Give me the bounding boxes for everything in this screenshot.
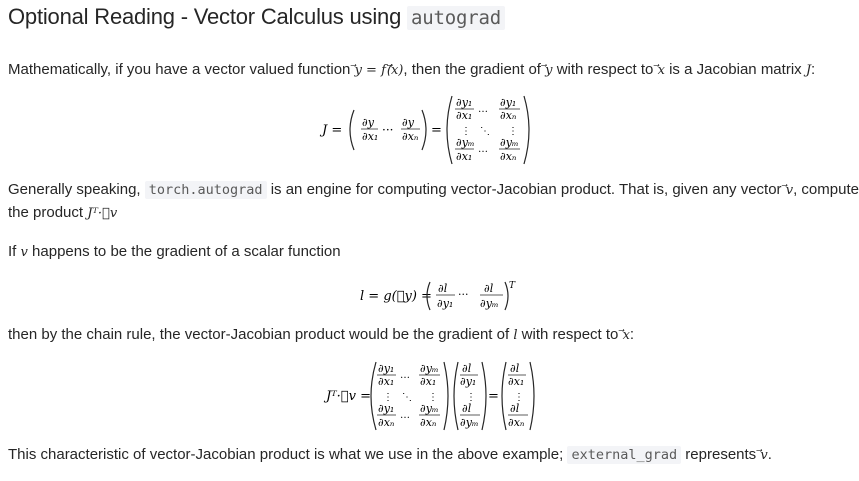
text-span: Generally speaking, [8, 181, 141, 198]
frac-num: ∂l [462, 402, 472, 415]
text-span: , then the gradient of [403, 61, 541, 78]
text-span: is an engine for computing vector-Jacobian product. That is, given any vector [270, 181, 782, 198]
frac-num: ∂yₘ [456, 136, 475, 149]
math-inline: Jᵀ·⃗v [87, 206, 118, 221]
equation-jacobian [318, 94, 538, 171]
eq-lhs: l = g(⃗y) = [360, 289, 432, 304]
frac-num: ∂yₘ [420, 362, 439, 375]
text-span: This characteristic of vector-Jacobian product is what we use in the above example; [8, 446, 564, 463]
math-inline: ⃗v [760, 448, 768, 463]
equals: = [488, 389, 499, 404]
frac-num: ∂l [462, 362, 472, 375]
paragraph-scalar-intro [8, 241, 341, 264]
text-span: Mathematically, if you have a vector valued function [8, 61, 351, 78]
frac-num: ∂y [362, 116, 374, 129]
svg-text:⋮: ⋮ [461, 126, 471, 137]
math-inline: ⃗x [622, 328, 630, 343]
frac-num: ∂y₁ [500, 96, 517, 109]
math-inline: J [805, 63, 812, 78]
text-span: then by the chain rule, the vector-Jacobian product would be the gradient of [8, 326, 510, 343]
paragraph-external-grad [8, 444, 772, 467]
frac-num: ∂y₁ [456, 96, 473, 109]
svg-text:⋮: ⋮ [466, 392, 476, 403]
frac-den: ∂xₙ [500, 109, 517, 122]
inline-code-external-grad: external_grad [567, 446, 681, 464]
paren-right [422, 110, 426, 150]
frac-den: ∂xₙ [402, 130, 419, 143]
text-span: with respect to [521, 326, 619, 343]
text-span: , compute [793, 181, 859, 198]
text-span: : [811, 61, 816, 78]
inline-code-torch-autograd: torch.autograd [145, 181, 267, 199]
frac-den: ∂x₁ [378, 375, 395, 388]
frac-den: ∂xₙ [420, 416, 437, 429]
frac-den: ∂x₁ [420, 375, 437, 388]
eq-lhs: Jᵀ·⃗v = [326, 389, 371, 404]
transpose-sup: T [509, 281, 516, 291]
equals: = [431, 123, 442, 138]
text-span: with respect to [556, 61, 654, 78]
math-inline: ⃗v [785, 183, 794, 198]
frac-num: ∂y₁ [378, 362, 395, 375]
paren-left [350, 110, 354, 150]
paragraph-vjp-engine [8, 179, 859, 225]
math-inline: ⃗y = f(⃗x) [354, 63, 404, 78]
dots: ··· [458, 288, 469, 301]
svg-text:…: … [478, 104, 488, 115]
frac-den: ∂y₁ [437, 297, 454, 310]
matrix-paren-left [447, 96, 452, 164]
svg-text:⋮: ⋮ [383, 392, 393, 403]
frac-den: ∂x₁ [456, 150, 473, 163]
svg-text:⋮: ⋮ [508, 126, 518, 137]
text-span: is a Jacobian matrix [669, 61, 802, 78]
text-span: the product [8, 204, 84, 221]
frac-num: ∂l [484, 282, 494, 295]
equation-scalar [358, 276, 528, 321]
svg-text:⋮: ⋮ [428, 392, 438, 403]
frac-den: ∂yₘ [480, 297, 499, 310]
frac-den: ∂xₙ [500, 150, 517, 163]
math-inline: l [513, 328, 518, 343]
math-inline: ⃗x [657, 63, 665, 78]
paragraph-chain-rule [8, 324, 634, 347]
paragraph-jacobian-intro [8, 59, 815, 82]
text-span: If [8, 243, 17, 260]
svg-text:⋮: ⋮ [514, 392, 524, 403]
text-span: . [767, 446, 772, 463]
frac-den: ∂xₙ [508, 416, 525, 429]
svg-text:…: … [478, 144, 488, 155]
frac-den: ∂yₘ [460, 416, 479, 429]
frac-den: ∂x₁ [508, 375, 525, 388]
equation-vjp [326, 360, 538, 437]
eq-lhs: J = [322, 123, 343, 138]
text-span: represents [685, 446, 757, 463]
frac-num: ∂y₁ [378, 402, 395, 415]
dots: ··· [382, 123, 394, 137]
frac-den: ∂x₁ [362, 130, 379, 143]
svg-text:…: … [400, 370, 410, 381]
heading-text: Optional Reading - Vector Calculus using [8, 4, 402, 29]
frac-num: ∂l [438, 282, 448, 295]
text-span: happens to be the gradient of a scalar function [32, 243, 341, 260]
frac-num: ∂l [510, 362, 520, 375]
matrix-paren-right [524, 96, 529, 164]
frac-den: ∂y₁ [460, 375, 477, 388]
frac-num: ∂yₘ [420, 402, 439, 415]
svg-text:⋱: ⋱ [402, 392, 412, 403]
math-inline: ⃗y [545, 63, 553, 78]
section-heading [8, 4, 505, 30]
text-span: : [629, 326, 635, 343]
svg-text:…: … [400, 410, 410, 421]
frac-num: ∂y [402, 116, 414, 129]
frac-num: ∂l [510, 402, 520, 415]
frac-num: ∂yₘ [500, 136, 519, 149]
heading-code: autograd [407, 6, 505, 30]
frac-den: ∂xₙ [378, 416, 395, 429]
math-inline: v [20, 245, 28, 260]
svg-text:⋱: ⋱ [480, 126, 490, 137]
frac-den: ∂x₁ [456, 109, 473, 122]
